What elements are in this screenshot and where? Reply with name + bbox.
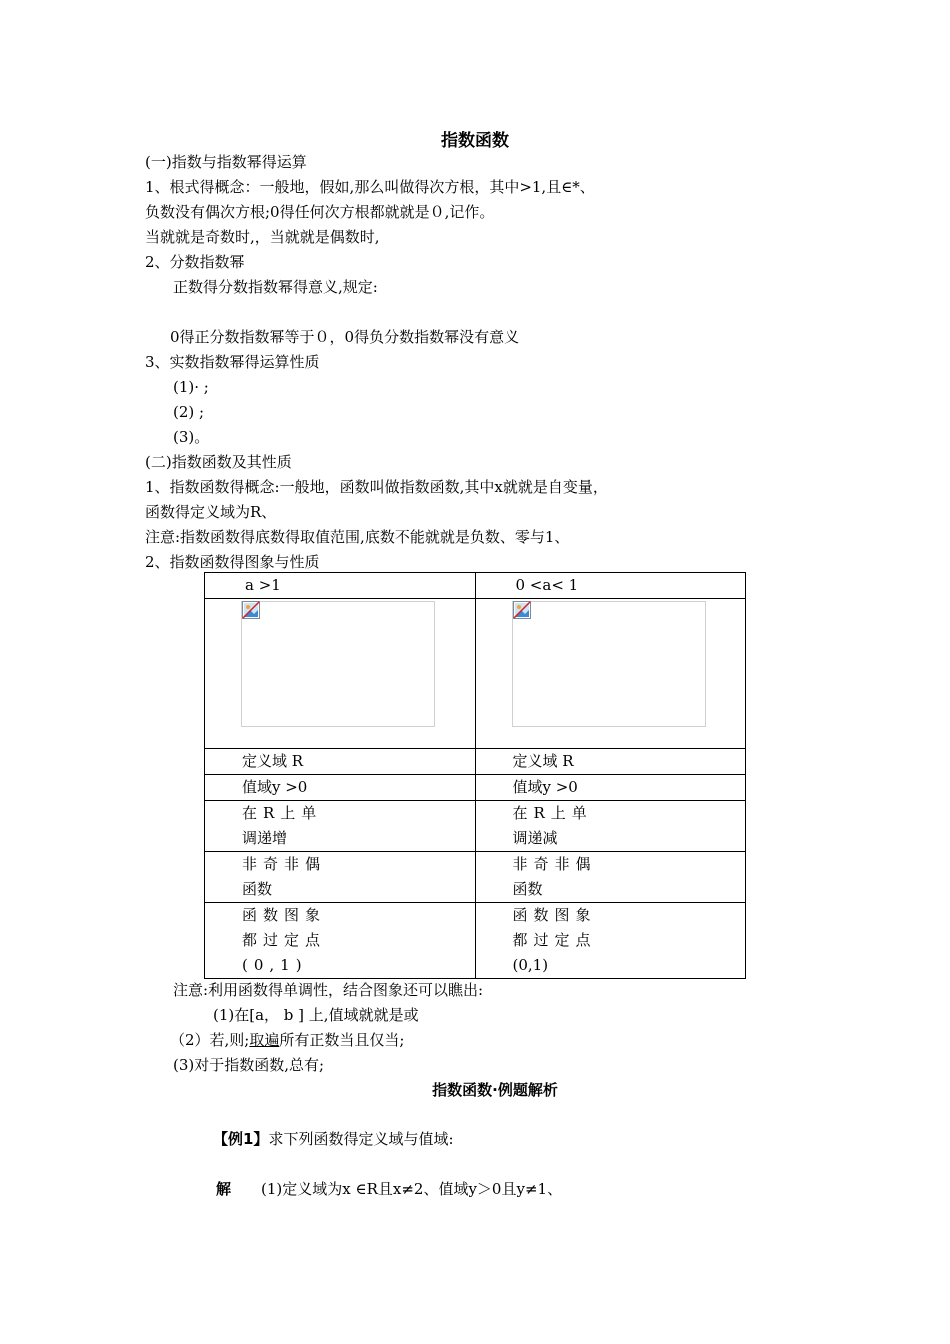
text-line: 2、指数函数得图象与性质: [145, 553, 320, 571]
solution-line: 解 (1)定义域为x ∈R且x≠2、值域y＞0且y≠1、: [216, 1180, 563, 1198]
property-cell: 在R上单 调递减: [475, 801, 746, 852]
text-line: 正数得分数指数幂得意义,规定:: [173, 278, 378, 296]
text-line: 负数没有偶次方根;0得任何次方根都就就是０,记作。: [145, 203, 495, 221]
property-cell: 非奇非偶 函数: [475, 852, 746, 903]
property-cell: 定义域 R: [205, 749, 476, 775]
header-cell-left: a >1: [205, 573, 476, 599]
underlined-text: 取遍: [249, 1031, 280, 1049]
section-heading-1: (一)指数与指数幂得运算: [145, 153, 307, 171]
property-cell: 函数图象 都过定点 (0,1): [475, 903, 746, 979]
text-line: 1、指数函数得概念:一般地，函数叫做指数函数,其中x就就是自变量，: [145, 478, 608, 496]
property-cell: 函数图象 都过定点 (0,1): [205, 903, 476, 979]
section-heading-2: (二)指数函数及其性质: [145, 453, 292, 471]
graph-placeholder-frame: [241, 601, 435, 727]
text-line: (1)· ;: [173, 378, 209, 396]
note-line: (1)在[a， b ] 上,值域就就是或: [213, 1006, 419, 1024]
graph-cell-left: [205, 599, 476, 749]
property-cell: 在R上单 调递增: [205, 801, 476, 852]
note-line: 注意:利用函数得单调性，结合图象还可以瞧出:: [173, 981, 484, 999]
example-line: 【例1】求下列函数得定义域与值域:: [213, 1130, 454, 1148]
text-line: 0得正分数指数幂等于０，0得负分数指数幂没有意义: [170, 328, 520, 346]
text-line: 2、分数指数幂: [145, 253, 245, 271]
broken-image-icon: [242, 601, 260, 619]
header-cell-right: 0 <a< 1: [475, 573, 746, 599]
text-line: (3)。: [173, 428, 210, 446]
text-line: (2) ;: [173, 403, 205, 421]
text-line: 3、实数指数幂得运算性质: [145, 353, 320, 371]
page-title: 指数函数: [441, 131, 509, 151]
solution-label: 解: [216, 1180, 232, 1198]
note-line: (3)对于指数函数,总有;: [173, 1056, 325, 1074]
note-line: （2）若,则;取遍所有正数当且仅当;: [170, 1031, 405, 1049]
property-cell: 定义域 R: [475, 749, 746, 775]
property-cell: 值域y >0: [475, 775, 746, 801]
properties-table: [204, 572, 746, 979]
text-line: 1、根式得概念：一般地，假如,那么叫做得次方根，其中>1,且∈*、: [145, 178, 595, 196]
graph-cell-right: [475, 599, 746, 749]
text-line: 当就就是奇数时,，当就就是偶数时,: [145, 228, 380, 246]
section-subtitle: 指数函数·例题解析: [432, 1081, 558, 1099]
property-cell: 非奇非偶 函数: [205, 852, 476, 903]
text-line: 注意:指数函数得底数得取值范围,底数不能就就是负数、零与1、: [145, 528, 570, 546]
text-line: 函数得定义域为R、: [145, 503, 277, 521]
graph-placeholder-frame: [512, 601, 706, 727]
broken-image-icon: [513, 601, 531, 619]
property-cell: 值域y >0: [205, 775, 476, 801]
example-label: 【例1】: [213, 1130, 269, 1148]
